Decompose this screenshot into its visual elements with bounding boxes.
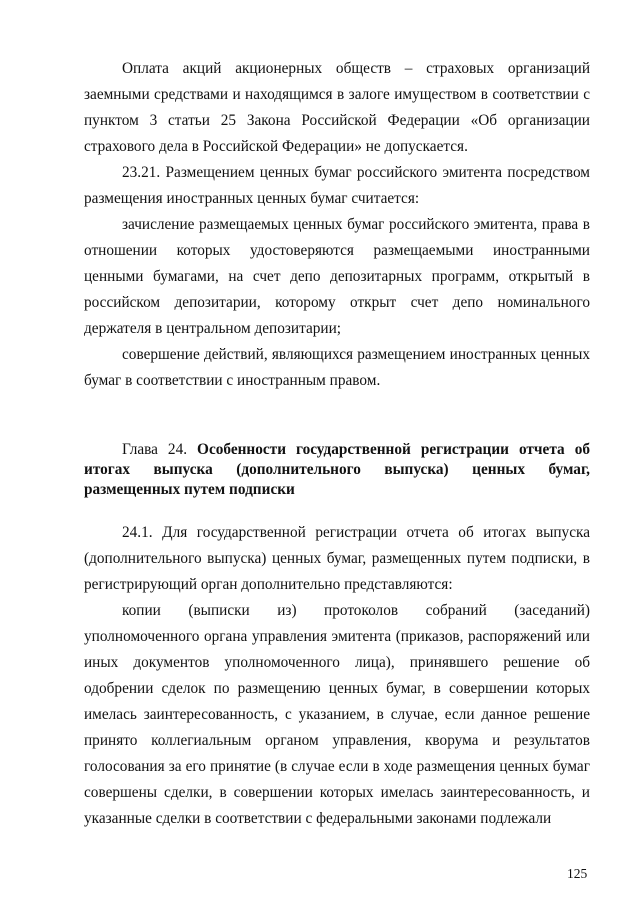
chapter-label: Глава 24.	[122, 441, 188, 458]
paragraph-24-1: 24.1. Для государственной регистрации отчета об итогах выпуска (дополнительного выпуска) ценных бумаг, размещенных путем подписки, в регистрирующий орган дополнительно представляются:	[84, 524, 590, 593]
chapter-heading	[84, 440, 590, 500]
heading-gap	[84, 500, 590, 520]
chapter-title: Особенности государственной регистрации отчета об итогах выпуска (дополнительного выпуска) ценных бумаг, размещенных путем подписки	[84, 441, 590, 498]
paragraph-foreign-law-actions: совершение действий, являющихся размещением иностранных ценных бумаг в соответствии с иностранным правом.	[84, 346, 590, 389]
paragraph-protocol-copies: копии (выписки из) протоколов собраний (заседаний) уполномоченного органа управления эмитента (приказов, распоряжений или иных документов уполномоченного лица), принявшего решение об одобрении сделок по размещению ценных бумаг, в совершении которых имелась заинтересованность, с указанием, в случае, если данное решение принято коллегиальным органом управления, кворума и результатов голосования за его принятие (в случае если в ходе размещения ценных бумаг совершены сделки, в совершении которых имелась заинтересованность, и указанные сделки в соответствии с федеральными законами подлежали	[84, 602, 590, 827]
document-page	[84, 56, 590, 832]
paragraph-23-21: 23.21. Размещением ценных бумаг российского эмитента посредством размещения иностранных ценных бумаг считается:	[84, 164, 590, 207]
paragraph-insurance-payment: Оплата акций акционерных обществ – страховых организаций заемными средствами и находящимся в залоге имуществом в соответствии с пунктом 3 статьи 25 Закона Российской Федерации «Об организации страхового дела в Российской Федерации» не допускается.	[84, 60, 590, 155]
page-number: 125	[567, 866, 588, 881]
section-gap	[84, 394, 590, 440]
paragraph-crediting-securities: зачисление размещаемых ценных бумаг российского эмитента, права в отношении которых удостоверяются размещаемыми иностранными ценными бумагами, на счет депо депозитарных программ, открытый в российском депозитарии, которому открыт счет депо номинального держателя в центральном депозитарии;	[84, 216, 590, 337]
